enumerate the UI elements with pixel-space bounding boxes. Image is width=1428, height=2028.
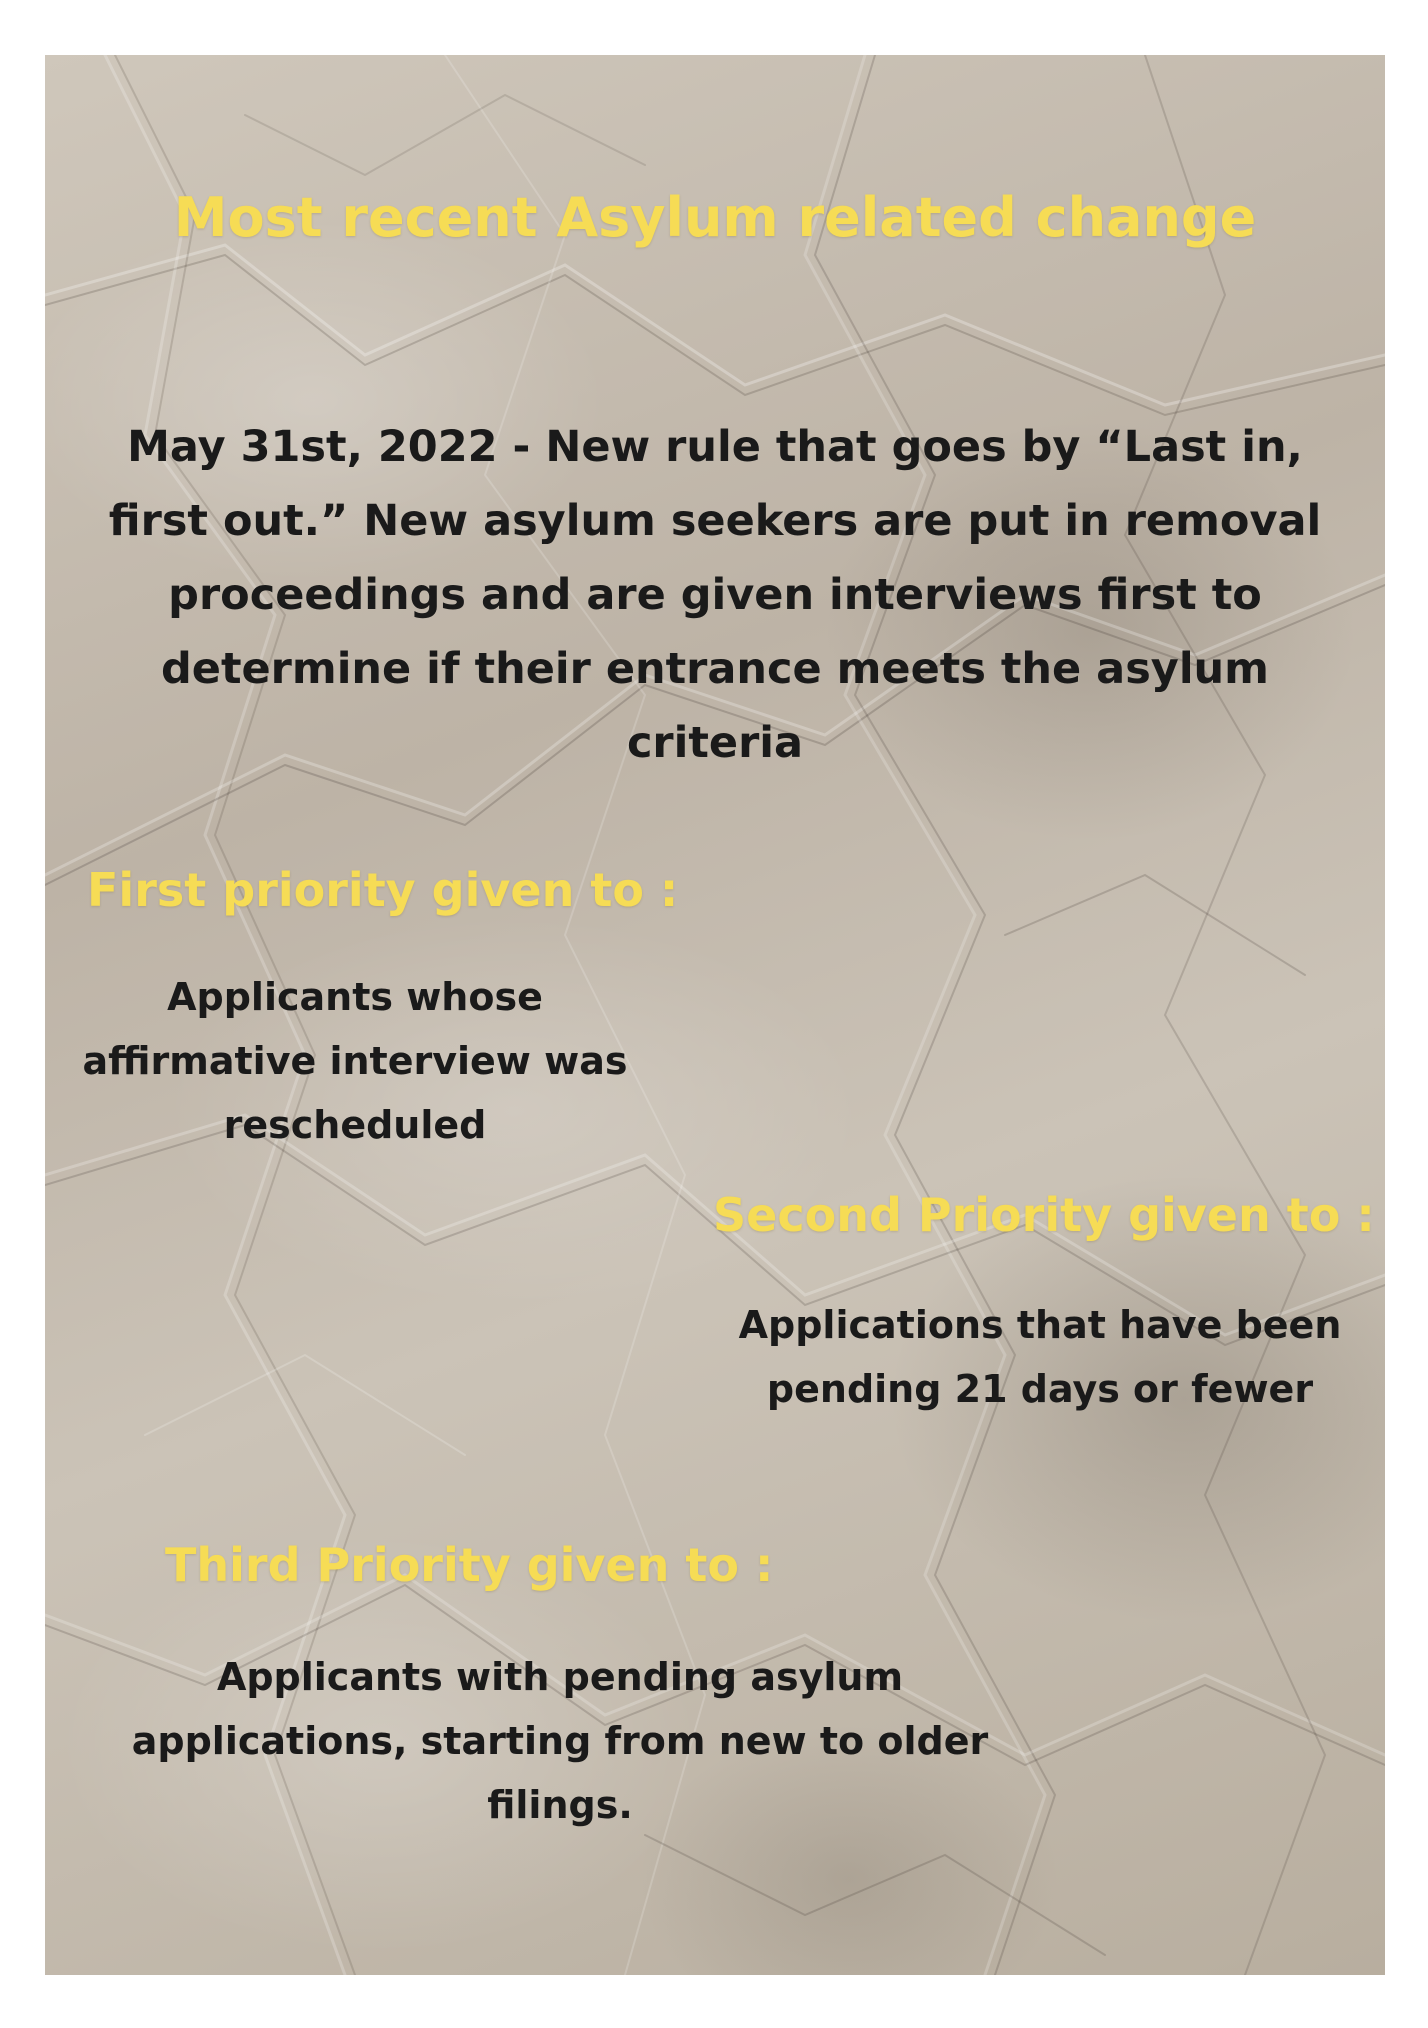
page-title: Most recent Asylum related change: [173, 186, 1257, 249]
first-priority-text: Applicants whose affirmative interview was rescheduled: [82, 975, 628, 1147]
third-priority-heading: Third Priority given to :: [165, 1538, 774, 1592]
second-priority-text: Applications that have been pending 21 days or fewer: [738, 1303, 1342, 1411]
first-priority-heading: First priority given to :: [87, 863, 679, 917]
crumpled-paper-poster: [45, 55, 1385, 1975]
rule-description: May 31st, 2022 - New rule that goes by “Last in, first out.” New asylum seekers are put in removal proceedings and are given interviews first to determine if their entrance meets the asylum criteria: [108, 422, 1322, 768]
third-priority-text: Applicants with pending asylum applications, starting from new to older filings.: [131, 1655, 989, 1827]
second-priority-heading: Second Priority given to :: [713, 1188, 1375, 1242]
